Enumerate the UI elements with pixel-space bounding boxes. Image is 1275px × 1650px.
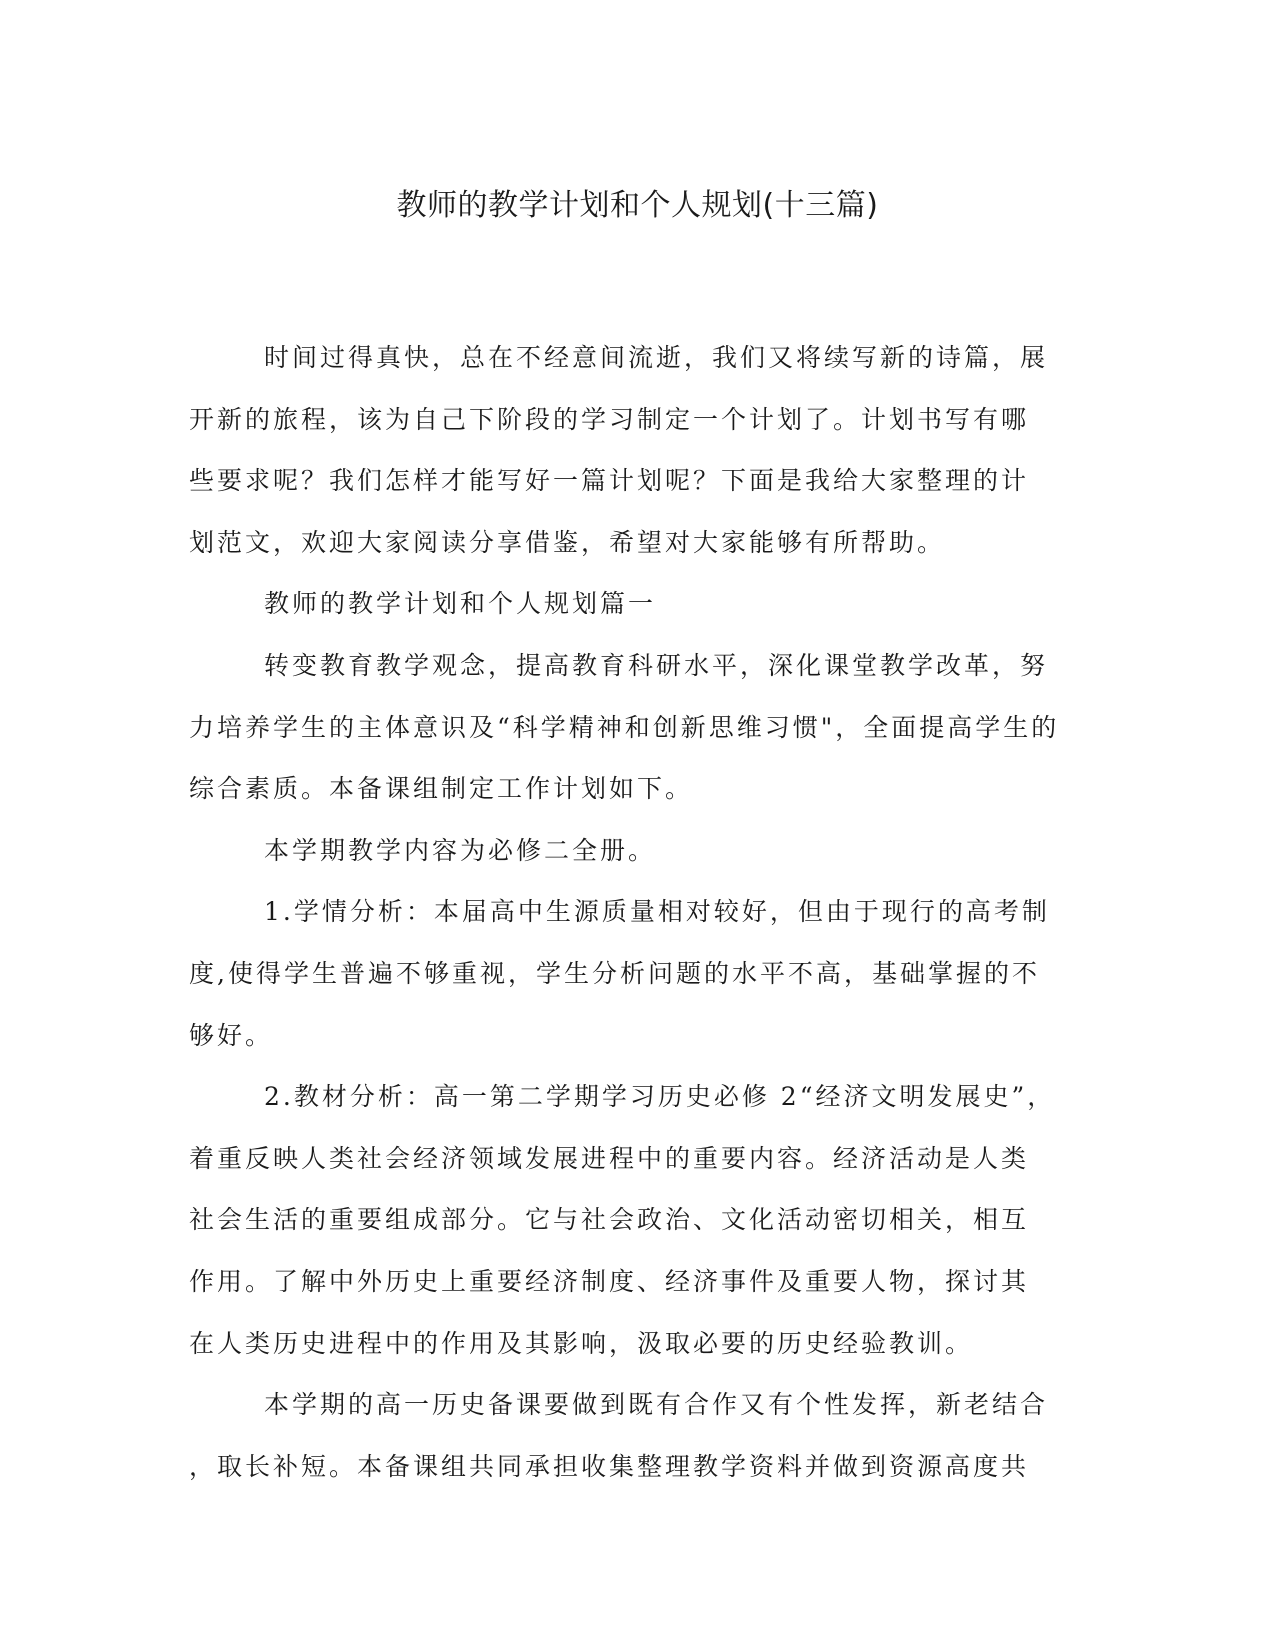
paragraph-textbook-analysis (189, 1066, 1084, 1374)
text-line: 划范文，欢迎大家阅读分享借鉴，希望对大家能够有所帮助。 (189, 527, 946, 557)
text-line: 着重反映人类社会经济领域发展进程中的重要内容。经济活动是人类 (189, 1143, 1030, 1173)
text-line: 1.学情分析：本届高中生源质量相对较好，但由于现行的高考制 (264, 897, 1050, 927)
text-line: 社会生活的重要组成部分。它与社会政治、文化活动密切相关，相互 (189, 1205, 1030, 1235)
section-heading (189, 573, 1084, 635)
text-line: 开新的旅程，该为自己下阶段的学习制定一个计划了。计划书写有哪 (189, 404, 1030, 434)
text-line: 够好。 (189, 1020, 274, 1050)
text-line: 作用。了解中外历史上重要经济制度、经济事件及重要人物，探讨其 (189, 1266, 1030, 1296)
document-body (189, 327, 1084, 1497)
text-line: 力培养学生的主体意识及“科学精神和创新思维习惯"，全面提高学生的 (189, 712, 1060, 742)
text-line: ，取长补短。本备课组共同承担收集整理教学资料并做到资源高度共 (189, 1451, 1030, 1481)
text-line: 本学期的高一历史备课要做到既有合作又有个性发挥，新老结合 (264, 1390, 1049, 1420)
text-line: 转变教育教学观念，提高教育科研水平，深化课堂教学改革，努 (264, 650, 1049, 680)
text-line: 本学期教学内容为必修二全册。 (264, 835, 657, 865)
document-title: 教师的教学计划和个人规划(十三篇) (396, 188, 879, 223)
paragraph-student-analysis (189, 881, 1084, 1066)
text-line: 综合素质。本备课组制定工作计划如下。 (189, 774, 694, 804)
paragraph-intro (189, 327, 1084, 573)
paragraph-goals (189, 635, 1084, 820)
paragraph-collaboration (189, 1374, 1084, 1497)
text-line: 时间过得真快，总在不经意间流逝，我们又将续写新的诗篇，展 (264, 343, 1049, 372)
text-line: 2.教材分析：高一第二学期学习历史必修 2“经济文明发展史”， (264, 1082, 1056, 1112)
text-line: 些要求呢？我们怎样才能写好一篇计划呢？下面是我给大家整理的计 (189, 466, 1030, 496)
text-line: 教师的教学计划和个人规划篇一 (264, 589, 657, 619)
text-line: 度,使得学生普遍不够重视，学生分析问题的水平不高，基础掌握的不 (189, 958, 1040, 988)
paragraph-content (189, 820, 1084, 882)
text-line: 在人类历史进程中的作用及其影响，汲取必要的历史经验教训。 (189, 1328, 974, 1358)
